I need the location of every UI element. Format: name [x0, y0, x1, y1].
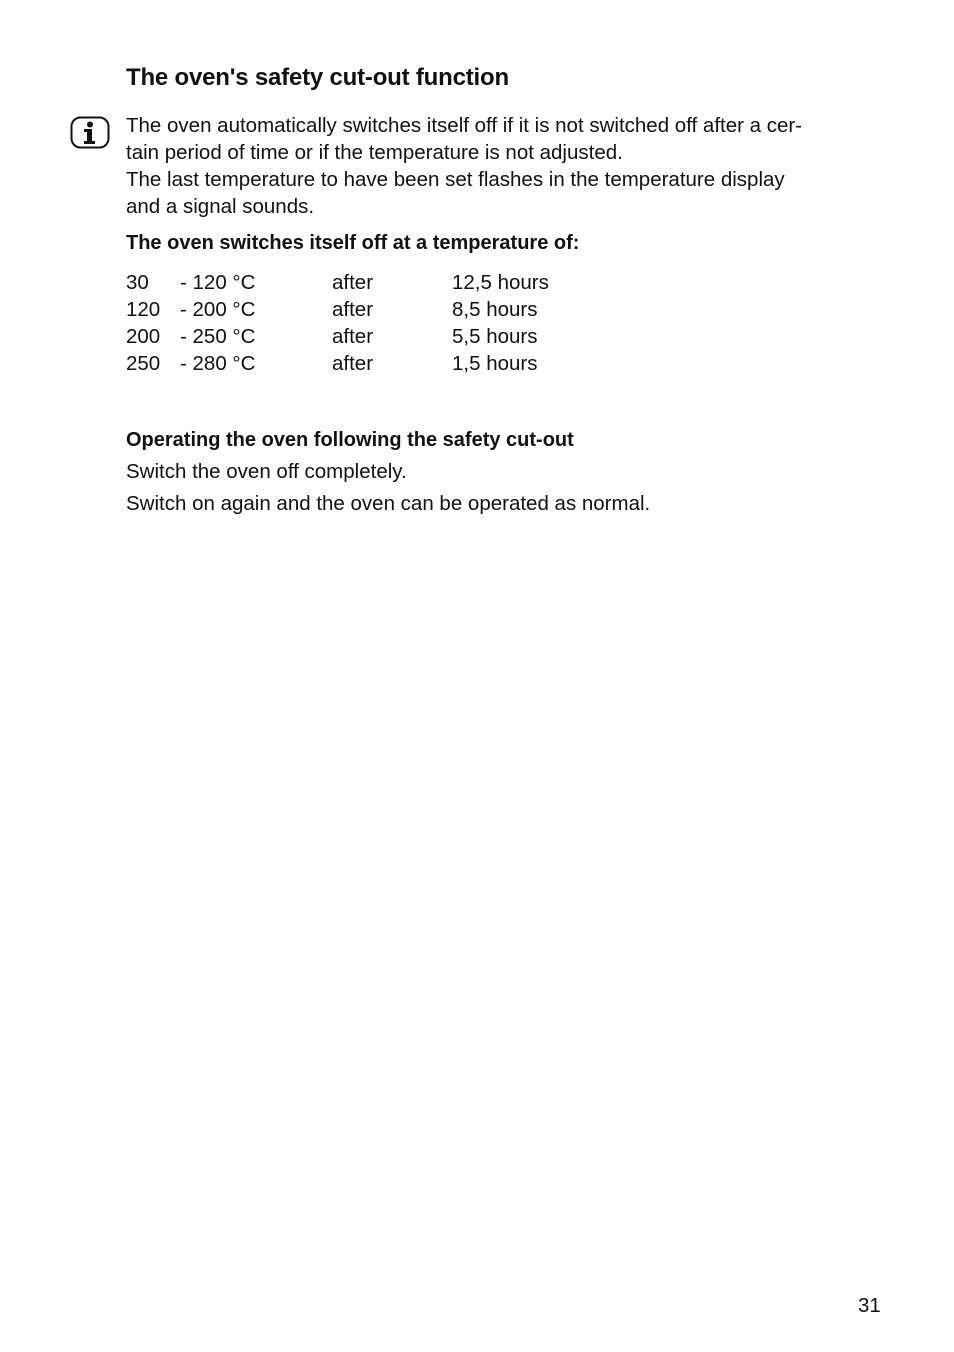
temp-to: - 200 °C: [180, 298, 256, 321]
temp-from: 120: [126, 298, 161, 321]
temp-from: 200: [126, 325, 161, 348]
cutoff-time: 12,5 hours: [452, 271, 549, 294]
after-label: after: [332, 352, 374, 375]
info-line: and a signal sounds.: [126, 195, 315, 218]
cutoff-time: 8,5 hours: [452, 298, 538, 321]
info-line: tain period of time or if the temperature is not adjusted.: [126, 141, 623, 164]
info-icon: [70, 116, 110, 149]
temp-to: - 250 °C: [180, 325, 256, 348]
temp-to: - 280 °C: [180, 352, 256, 375]
after-label: after: [332, 271, 374, 294]
info-line: The oven automatically switches itself off if it is not switched off after a cer-: [126, 114, 803, 137]
after-label: after: [332, 325, 374, 348]
operating-step: Switch on again and the oven can be operated as normal.: [126, 492, 651, 515]
table-row: [126, 323, 626, 350]
operating-heading: Operating the oven following the safety cut-out: [126, 429, 574, 451]
operating-step: Switch the oven off completely.: [126, 460, 407, 483]
temp-from: 250: [126, 352, 161, 375]
info-line: The last temperature to have been set flashes in the temperature display: [126, 168, 785, 191]
cutoff-heading: The oven switches itself off at a temperature of:: [126, 232, 580, 254]
section-heading: The oven's safety cut-out function: [126, 64, 509, 91]
cutoff-time: 5,5 hours: [452, 325, 538, 348]
temp-from: 30: [126, 271, 149, 294]
page-number: 31: [858, 1294, 881, 1317]
cutoff-time: 1,5 hours: [452, 352, 538, 375]
table-row: [126, 350, 626, 377]
table-row: [126, 269, 626, 296]
after-label: after: [332, 298, 374, 321]
cutoff-table: [126, 269, 626, 377]
temp-to: - 120 °C: [180, 271, 256, 294]
info-paragraph: [126, 112, 896, 220]
table-row: [126, 296, 626, 323]
